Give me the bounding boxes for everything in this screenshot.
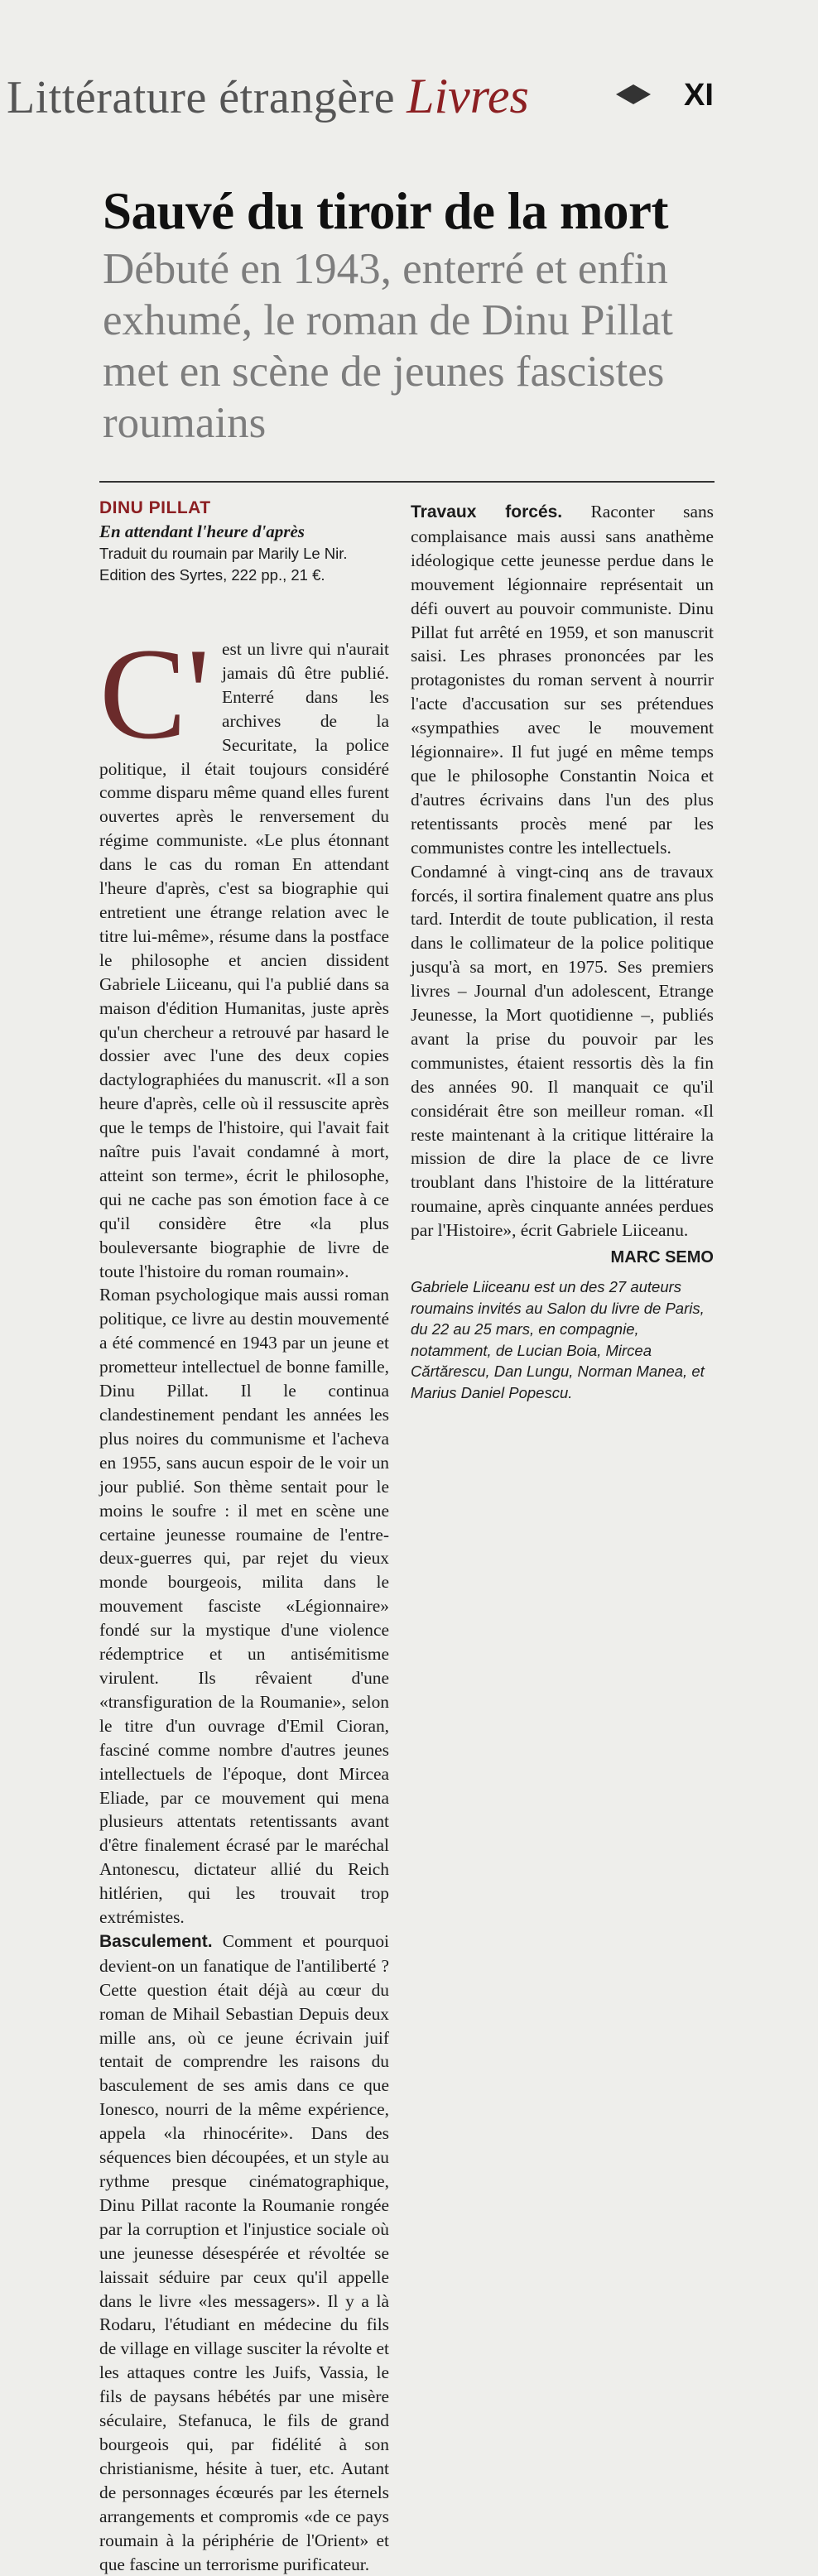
article-title: Sauvé du tiroir de la mort [103,182,668,240]
book-info [99,497,389,586]
drop-cap: C' [99,622,210,767]
diamond-icon [614,83,652,106]
section-rubric [7,68,529,126]
body-paragraph [411,500,714,860]
intertitle: Basculement. [99,1931,213,1951]
book-title: En attendant l'heure d'après [99,521,305,541]
body-text: est un livre qui n'aurait jamais dû être publié. Enterré dans les archives de la Securitate, la police politique, il était toujours considéré comme disparu même quand elles furent ouvertes après le renversement du régime communiste. «Le plus étonnant dans le cas du roman En attendant l'heure d'après, c'est sa biographie qui entretient une étrange relation avec le titre lui-même», résume dans la postface le philosophe et ancien dissident Gabriele Liiceanu, qui l'a publié dans sa maison d'édition Humanitas, juste après qu'un chercheur a retrouvé par hasard le dossier avec l'une des deux copies dactylographiées du manuscrit. «Il a son heure d'après, celle où il ressuscite après que le temps de l'histoire, qui l'avait fait naître puis l'avait condamné à mort, atteint son terme», écrit le philosophe, qui ne cache pas son émotion face à ce qu'il considère être «la plus bouleversante biographie de livre de toute l'histoire du roman roumain». [99,639,389,1281]
book-author: DINU PILLAT [99,498,211,517]
body-text: Raconter sans complaisance mais aussi sans anathème idéologique cette jeunesse perdue dans le mouvement légionnaire représentait un défi ouvert au pouvoir communiste. Dinu Pillat fut arrêté en 1959, et son manuscrit saisi. Les phrases prononcées par les protagonistes du roman servent à nourrir l'acte d'accusation sur ses prétendues «sympathies avec le mouvement légionnaire». Il fut jugé en même temps que le philosophe Constantin Noica et d'autres écrivains dans l'un des plus retentissants procès mené par les communistes contre les intellectuels. [411,502,714,858]
article-subtitle: Débuté en 1943, enterré et enfin exhumé, le roman de Dinu Pillat met en scène de jeunes fascistes roumains [103,245,673,447]
body-paragraph: Roman psychologique mais aussi roman politique, ce livre au destin mouvementé a été commencé en 1943 par un jeune et prometteur intellectuel de bonne famille, Dinu Pillat. Il le continua clandestinement pendant les années les plus noires du communisme et l'acheva en 1955, sans aucun espoir de le voir un jour publié. Son thème sentait pour le moins le soufre : il met en scène une certaine jeunesse roumaine de l'entre-deux-guerres qui, par rejet du vieux monde bourgeois, milita dans le mouvement fasciste «Légionnaire» fondé sur la mystique d'une violence rédemptrice et un antisémitisme virulent. Ils rêvaient d'une «transfiguration de la Roumanie», selon le titre d'un ouvrage d'Emil Cioran, fasciné comme nombre d'autres jeunes intellectuels de l'époque, dont Mircea Eliade, par ce mouvement qui mena plusieurs attentats retentissants avant d'être finalement écrasé par le maréchal Antonescu, dictateur allié du Reich hitlérien, qui les trouvait trop extrémistes. [99,1285,389,1928]
author-signature: MARC SEMO [610,1248,714,1267]
column-right [411,500,714,1403]
caption-note: Gabriele Liiceanu est un des 27 auteurs roumains invités au Salon du livre de Paris, du 22 au 25 mars, en compagnie, notamment, de Lucian Boia, Mircea Cărtărescu, Dan Lungu, Norman Manea, et Marius Daniel Popescu. [411,1278,705,1401]
intertitle: Travaux forcés. [411,502,563,521]
book-translation: Traduit du roumain par Marily Le Nir. [99,545,348,562]
book-edition: Edition des Syrtes, 222 pp., 21 €. [99,566,325,584]
body-text: Comment et pourquoi devient-on un fanatique de l'antiliberté ? Cette question était déjà au cœur du roman de Mihail Sebastian Depuis deux mille ans, où ce jeune écrivain juif tentait de comprendre les raisons du basculement de ses amis dans ce que Ionesco, nourri de la même expérience, appela «la rhinocérite». Dans des séquences bien découpées, et un style au rythme presque cinématographique, Dinu Pillat raconte la Roumanie rongée par la corruption et l'injustice sociale où une jeunesse désespérée et révoltée se laissait séduire par ceux qu'il appelle dans le livre «les messagers». Il y a là Rodaru, l'étudiant en médecine du fils de village en village susciter la révolte et les attaques contre les Juifs, Vassia, le fils de paysans hébétés par une misère séculaire, Stefanuca, le fils de grand bourgeois qui, par fidélité à son christianisme, hésite à tuer, etc. Autant de personnages écœurés par les éternels arrangements et compromis «de ce pays roumain à la périphérie de l'Orient» et que fascine un terrorisme purificateur. [99,1930,389,2574]
page-number: XI [684,78,714,113]
section-name: Livres [407,69,529,123]
body-paragraph: Condamné à vingt-cinq ans de travaux forcés, il sortira finalement quatre ans plus tard. Interdit de toute publication, il resta dans le collimateur de la police politique jusqu'à sa mort, en 1975. Ses premiers livres – Journal d'un adolescent, Etrange Jeunesse, la Mort quotidienne –, publiés avant la prise du pouvoir par les communistes, étaient ressortis dès la fin des années 90. Il manquait ce qu'il considérait être son meilleur roman. «Il reste maintenant à la critique littéraire la mission de dire la place de ce livre troublant dans l'histoire de la littérature roumaine, après cinquante années perdues par l'Histoire», écrit Gabriele Liiceanu. [411,861,714,1241]
rubric-label: Littérature étrangère [7,72,396,123]
column-left [99,497,389,2576]
title-divider [99,481,715,483]
body-paragraph [99,1930,389,2576]
body-paragraph [99,622,389,1283]
